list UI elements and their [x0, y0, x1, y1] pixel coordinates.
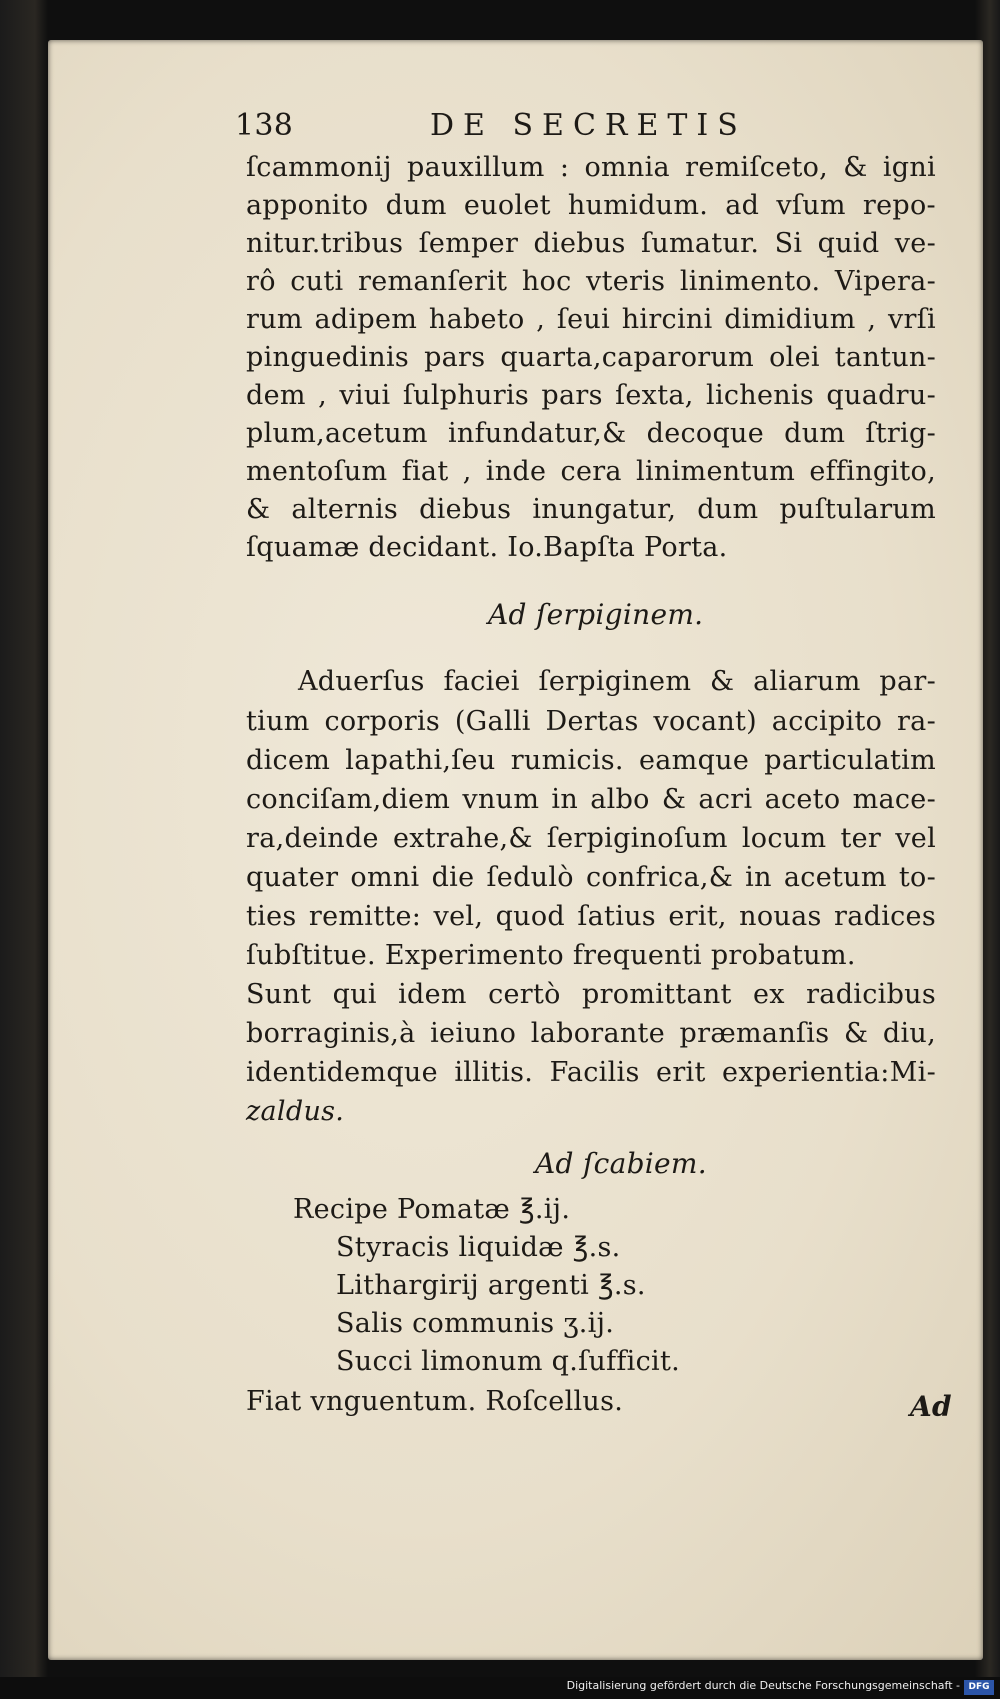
- text-line: rô cuti remanſerit hoc vteris linimento. Vipera-: [246, 266, 936, 297]
- text-line: pinguedinis pars quarta,caparorum olei tantun-: [246, 342, 936, 373]
- recipe-line: Salis communis ʒ.ij.: [336, 1308, 615, 1339]
- running-head: DE SECRETIS: [430, 108, 747, 143]
- recipe-line: Succi limonum q.ſufficit.: [336, 1346, 680, 1377]
- text-line: tium corporis (Galli Dertas vocant) accipito ra-: [246, 706, 936, 737]
- recipe-line: Lithargirij argenti ℥.s.: [336, 1270, 646, 1301]
- dfg-logo-icon[interactable]: DFG: [964, 1680, 994, 1695]
- footer-bar: [0, 1677, 1000, 1699]
- text-line: ſubſtitue. Experimento frequenti probatum.: [246, 940, 856, 971]
- text-line: conciſam,diem vnum in albo & acri aceto mace-: [246, 784, 936, 815]
- text-line: Sunt qui idem certò promittant ex radicibus: [246, 979, 936, 1010]
- text-line: dem , viui ſulphuris pars ſexta, lichenis quadru-: [246, 380, 936, 411]
- section-heading: Ad ſcabiem.: [535, 1147, 707, 1180]
- page-number: 138: [235, 108, 294, 143]
- recipe-line: Fiat vnguentum. Roſcellus.: [246, 1386, 624, 1417]
- text-line: identidemque illitis. Facilis erit experientia:Mi-: [246, 1057, 936, 1088]
- section-heading: Ad ſerpiginem.: [488, 598, 704, 631]
- text-line: ſcammonij pauxillum : omnia remiſceto, & igni: [246, 152, 936, 183]
- text-line: plum,acetum infundatur,& decoque dum ſtrig-: [246, 418, 936, 449]
- text-line: mentoſum fiat , inde cera linimentum effingito,: [246, 456, 936, 487]
- text-line: ra,deinde extrahe,& ſerpiginoſum locum ter vel: [246, 823, 936, 854]
- text-line-last: zaldus.: [246, 1096, 345, 1127]
- text-line: quater omni die ſedulò confrica,& in acetum to-: [246, 862, 936, 893]
- text-line: borraginis,à ieiuno laborante præmanſis & diu,: [246, 1018, 936, 1049]
- text-line: rum adipem habeto , ſeui hircini dimidium , vrſi: [246, 304, 936, 335]
- recipe-line: Styracis liquidæ ℥.s.: [336, 1232, 621, 1263]
- catchword: Ad: [910, 1390, 952, 1423]
- text-line: & alternis diebus inungatur, dum puſtularum: [246, 494, 936, 525]
- text-line-last: ſquamæ decidant. Io.Bapſta Porta.: [246, 532, 728, 563]
- text-line: nitur.tribus ſemper diebus ſumatur. Si quid ve-: [246, 228, 936, 259]
- text-line: dicem lapathi,ſeu rumicis. eamque particulatim: [246, 745, 936, 776]
- footer-credit-text: Digitalisierung gefördert durch die Deutsche Forschungsgemeinschaft -: [566, 1679, 960, 1692]
- text-line: Aduerſus faciei ſerpiginem & aliarum par-: [298, 666, 936, 697]
- text-line: apponito dum euolet humidum. ad vſum repo-: [246, 190, 936, 221]
- recipe-line: Recipe Pomatæ ℥.ij.: [293, 1194, 571, 1225]
- text-line: ties remitte: vel, quod ſatius erit, nouas radices: [246, 901, 936, 932]
